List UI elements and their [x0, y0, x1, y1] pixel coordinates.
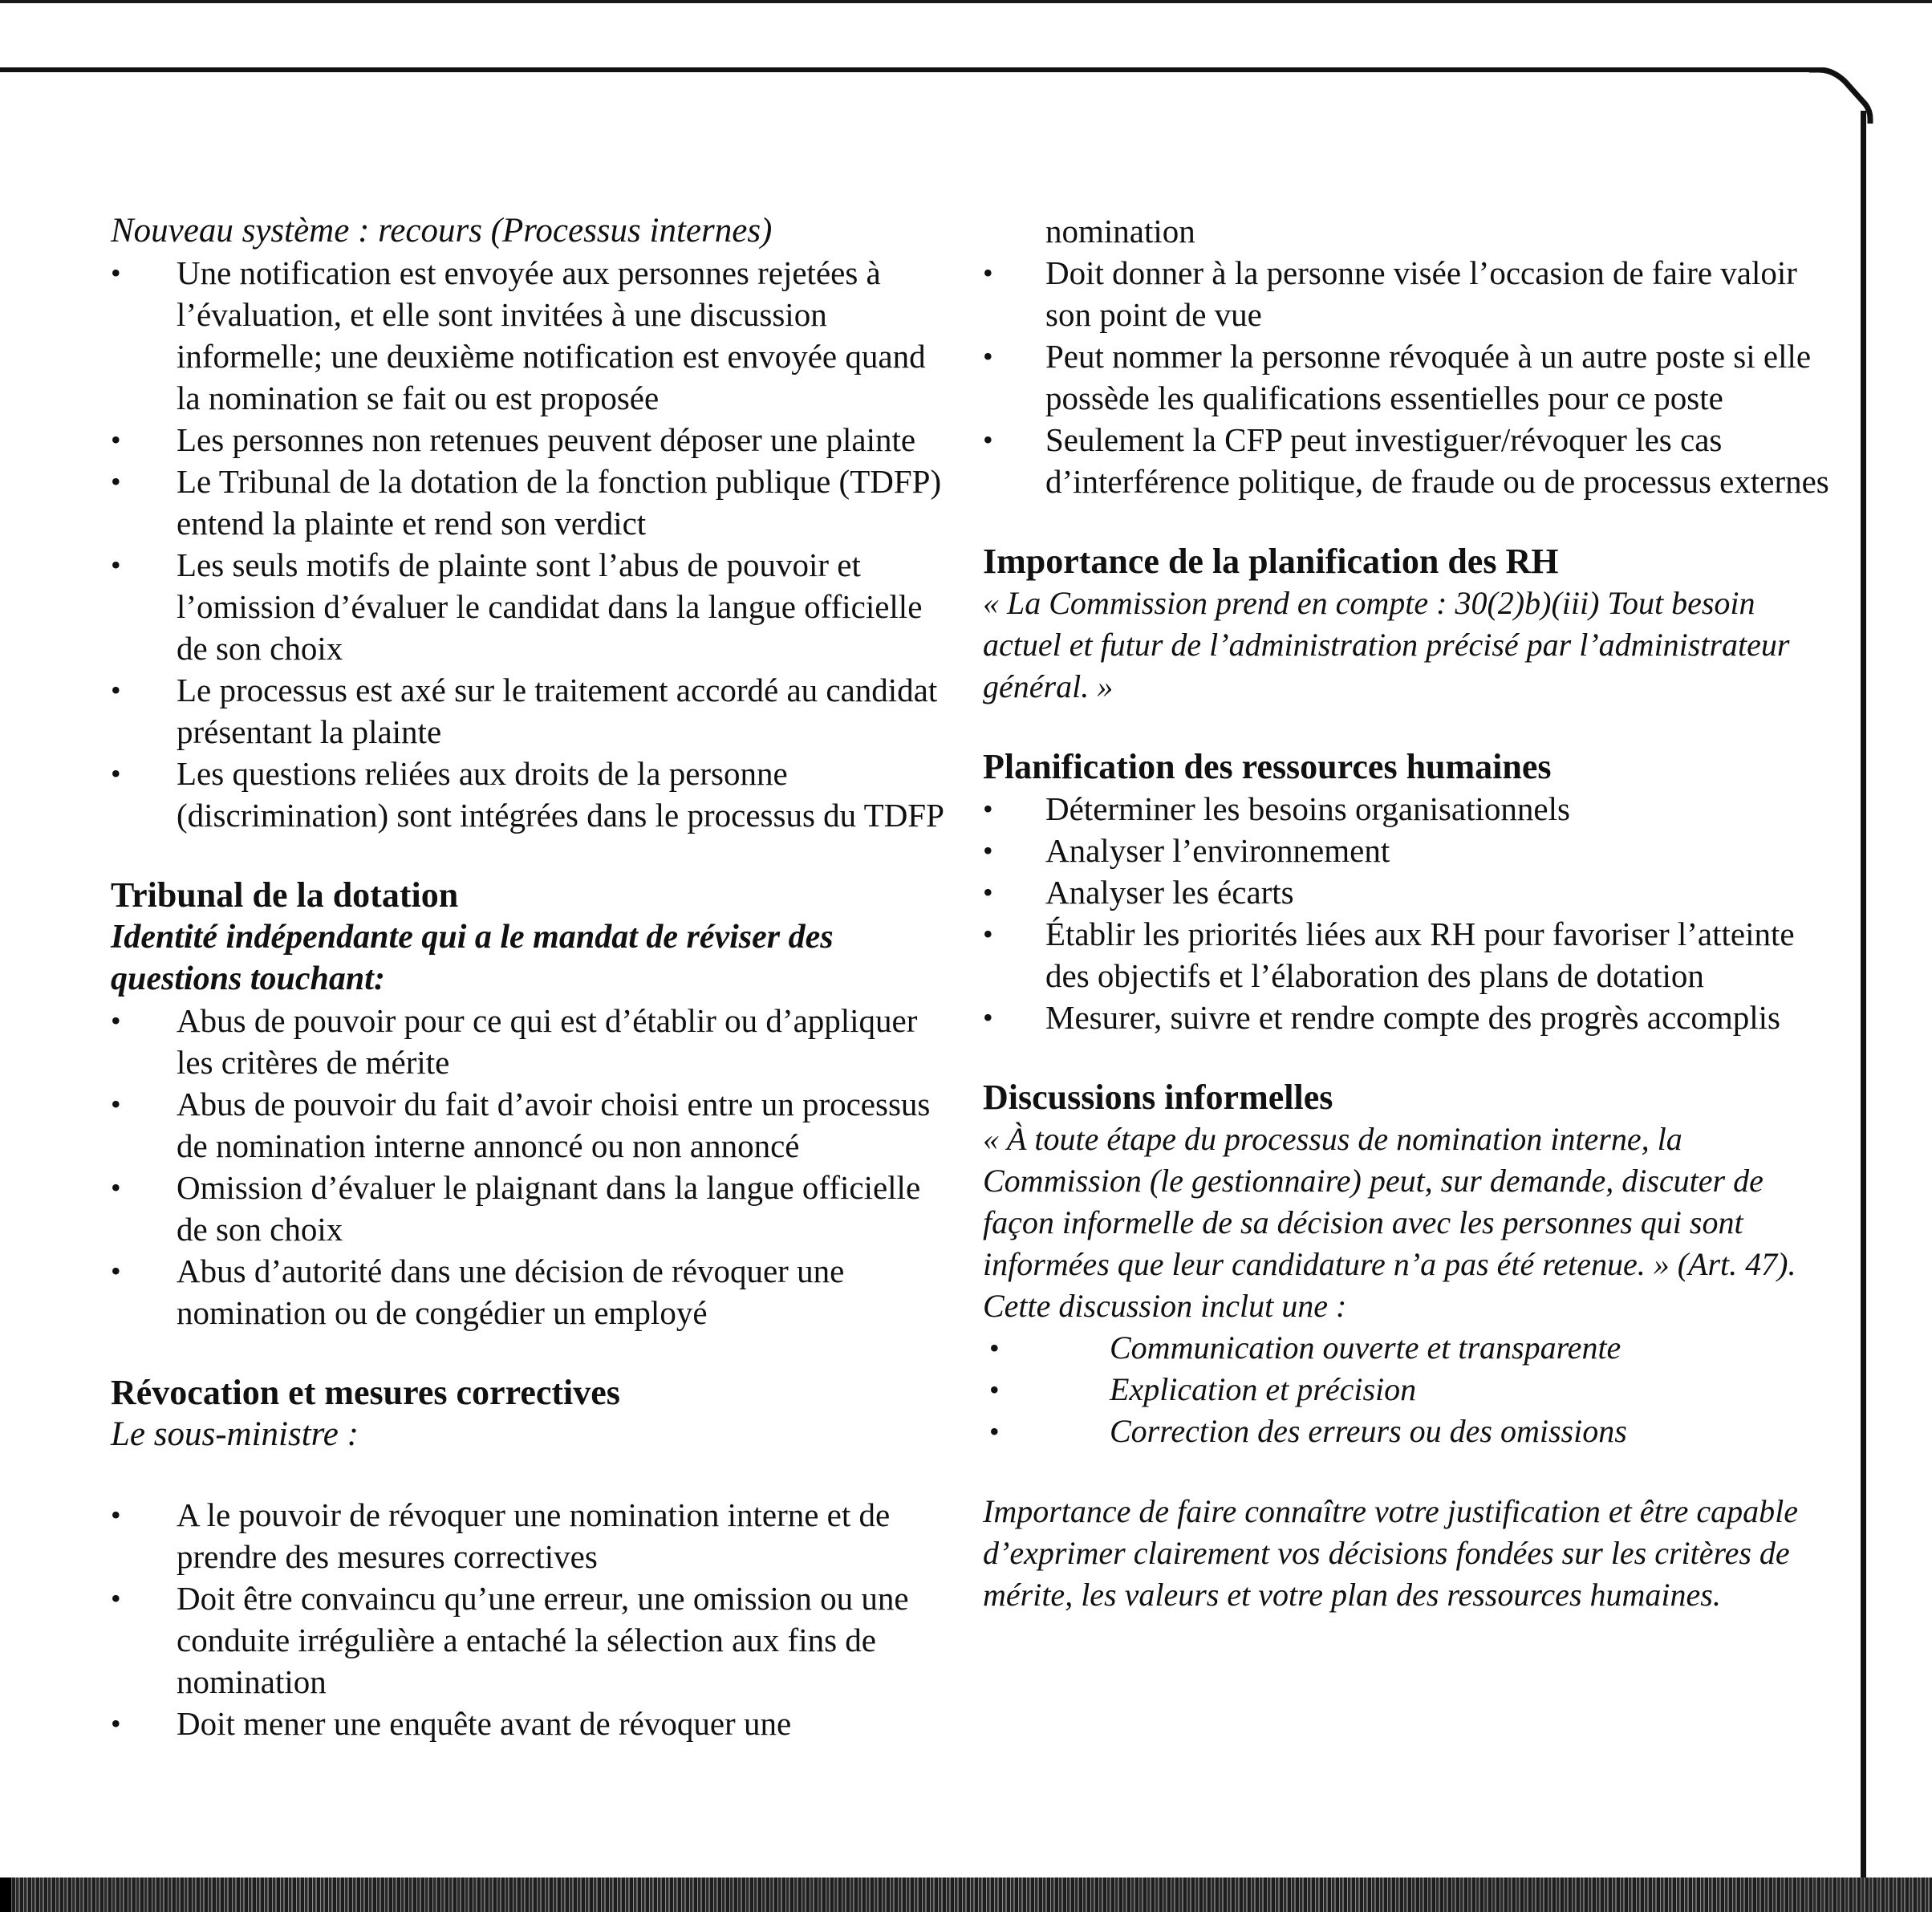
section-title: Tribunal de la dotation [111, 875, 459, 915]
section-nouveau-systeme [111, 210, 953, 836]
legal-quote: « La Commission prend en compte : 30(2)b)(iii) Tout besoin actuel et futur de l’administration précisé par l’administrateur général. » [983, 585, 1790, 704]
bullet-list [111, 1494, 953, 1744]
list-item: • Analyser l’environnement [983, 830, 1833, 871]
section-title: Planification des ressources humaines [983, 747, 1552, 786]
list-item: • Omission d’évaluer le plaignant dans la langue officielle de son choix [111, 1167, 953, 1250]
frame-top-border [0, 67, 1817, 72]
section-title: Révocation et mesures correctives [111, 1373, 620, 1412]
list-item: • Une notification est envoyée aux personnes rejetées à l’évaluation, et elle sont invitées à une discussion informelle; une deuxième notification est envoyée quand la nomination se fait ou est proposée [111, 252, 953, 419]
section-revocation-continued [983, 210, 1833, 502]
list-item: • A le pouvoir de révoquer une nomination interne et de prendre des mesures correctives [111, 1494, 953, 1577]
list-item: • Le processus est axé sur le traitement accordé au candidat présentant la plainte [111, 669, 953, 753]
list-item: • Communication ouverte et transparente [983, 1327, 1833, 1369]
list-item: • Seulement la CFP peut investiguer/révoquer les cas d’interférence politique, de fraude ou de processus externes [983, 419, 1833, 502]
section-tribunal [111, 875, 953, 1334]
section-planification-rh [983, 746, 1833, 1038]
list-item: • Établir les priorités liées aux RH pour favoriser l’atteinte des objectifs et l’élaboration des plans de dotation [983, 913, 1833, 997]
list-item: • Les personnes non retenues peuvent déposer une plainte [111, 419, 953, 461]
list-item: • Abus d’autorité dans une décision de révoquer une nomination ou de congédier un employé [111, 1250, 953, 1334]
list-item: • Explication et précision [983, 1369, 1833, 1411]
list-item: • Abus de pouvoir pour ce qui est d’établir ou d’appliquer les critères de mérite [111, 1000, 953, 1083]
bullet-list [983, 210, 1833, 502]
section-discussions-informelles [983, 1077, 1833, 1452]
section-closing [983, 1491, 1833, 1616]
section-importance-planification [983, 541, 1833, 708]
section-subtitle: Le sous-ministre : [111, 1415, 359, 1453]
section-title: Importance de la planification des RH [983, 542, 1559, 581]
list-item: • Correction des erreurs ou des omissions [983, 1411, 1833, 1452]
list-item: • Doit être convaincu qu’une erreur, une omission ou une conduite irrégulière a entaché la sélection aux fins de nomination [111, 1577, 953, 1703]
section-revocation [111, 1372, 953, 1744]
bullet-list [983, 1327, 1833, 1452]
frame-corner [1809, 67, 1881, 124]
left-column [111, 210, 953, 1744]
scan-bottom-edge [0, 1877, 11, 1912]
bullet-list [983, 788, 1833, 1038]
frame-right-border [1861, 111, 1866, 1884]
section-title: Discussions informelles [983, 1078, 1333, 1117]
list-item: • Abus de pouvoir du fait d’avoir choisi entre un processus de nomination interne annoncé ou non annoncé [111, 1083, 953, 1167]
list-item: • Doit mener une enquête avant de révoquer une [111, 1703, 953, 1744]
list-item: • Le Tribunal de la dotation de la fonction publique (TDFP) entend la plainte et rend son verdict [111, 461, 953, 544]
list-item: • Déterminer les besoins organisationnels [983, 788, 1833, 830]
section-subtitle: Identité indépendante qui a le mandat de réviser des questions touchant: [111, 919, 834, 997]
bullet-list [111, 1000, 953, 1334]
right-column [983, 210, 1833, 1616]
scan-bottom-bar [0, 1877, 1932, 1912]
bullet-list [111, 252, 953, 836]
list-item: • Mesurer, suivre et rendre compte des progrès accomplis [983, 997, 1833, 1038]
list-item: • Les questions reliées aux droits de la personne (discrimination) sont intégrées dans le processus du TDFP [111, 753, 953, 836]
closing-statement: Importance de faire connaître votre justification et être capable d’exprimer clairement vos décisions fondées sur les critères de mérite, les valeurs et votre plan des ressources humaines. [983, 1493, 1799, 1613]
list-item: • Analyser les écarts [983, 871, 1833, 913]
legal-quote: « À toute étape du processus de nomination interne, la Commission (le gestionnaire) peut, sur demande, discuter de façon informelle de sa décision avec les personnes qui sont informées que leur candidature n’a pas été retenue. » (Art. 47). Cette discussion inclut une : [983, 1121, 1796, 1324]
list-item-continuation: nomination [1045, 213, 1195, 250]
list-item: • Peut nommer la personne révoquée à un autre poste si elle possède les qualifications essentielles pour ce poste [983, 335, 1833, 419]
section-title: Nouveau système : recours (Processus internes) [111, 212, 773, 250]
top-rule [0, 0, 1932, 3]
list-item: • Doit donner à la personne visée l’occasion de faire valoir son point de vue [983, 252, 1833, 335]
list-item: • Les seuls motifs de plainte sont l’abus de pouvoir et l’omission d’évaluer le candidat dans la langue officielle de son choix [111, 544, 953, 669]
